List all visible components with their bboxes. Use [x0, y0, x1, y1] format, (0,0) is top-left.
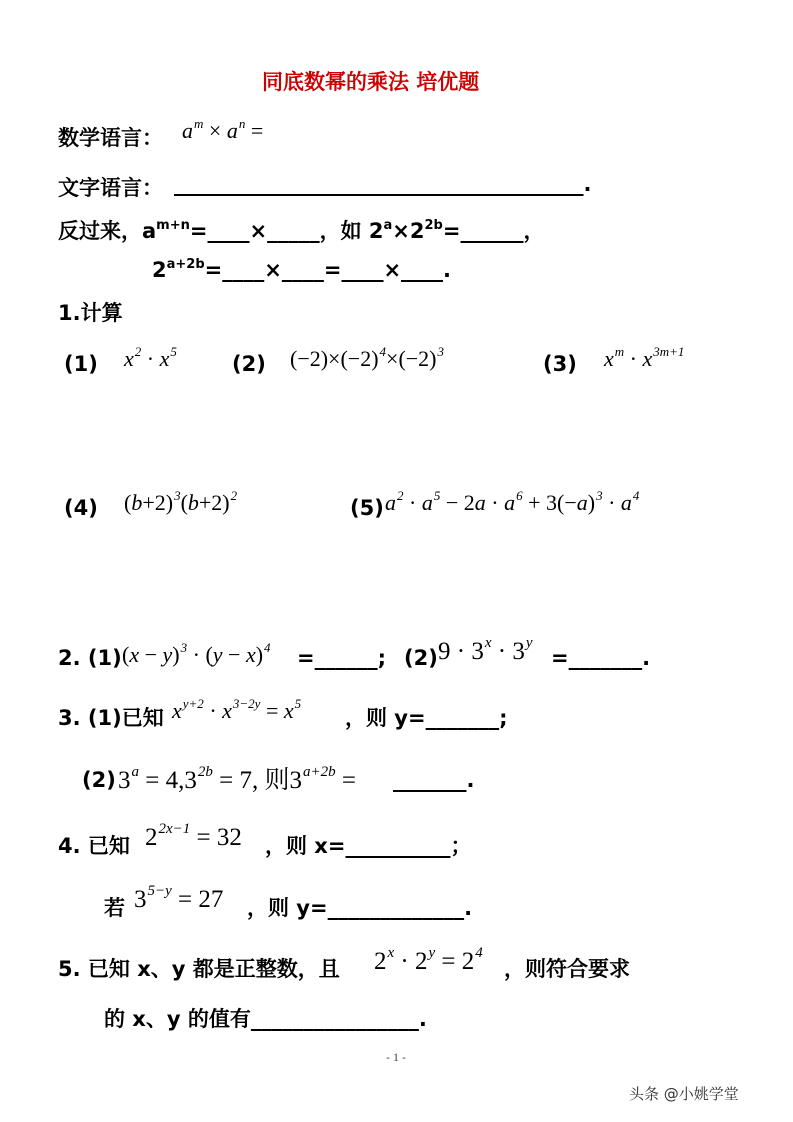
reverse-text-b: =____×_____，如 2 [189, 219, 384, 243]
q1-part2-expression: $(-2)\times(-2)^4\times(-2)^3$ [290, 344, 444, 371]
text-language-label: 文字语言： [58, 176, 163, 200]
reverse-line-1 [58, 215, 544, 245]
reverse-text-d: =______， [442, 219, 545, 243]
q1-part3-label: (3) [543, 352, 577, 376]
q4-expression-1: $2^{2x-1} = 32$ [145, 821, 242, 851]
math-language-label: 数学语言： [58, 126, 163, 150]
q1-part5-label: (5) [350, 496, 384, 520]
reverse-line-2 [152, 258, 451, 282]
question-4-label: 4. 已知 [58, 834, 130, 858]
page-number: - 1 - [386, 1050, 406, 1064]
q3-expression-1: $x^{y+2} \cdot x^{3-2y} = x^5$ [172, 696, 302, 723]
question-1-heading: 1.计算 [58, 301, 123, 325]
q2-label-2: (2) [404, 646, 438, 670]
q3-tail-2: _______. [393, 768, 475, 792]
q1-part1-label: (1) [64, 352, 98, 376]
question-2-label: 2. (1) [58, 646, 122, 670]
reverse2-text-a: 2 [152, 258, 167, 282]
q1-part4-label: (4) [64, 496, 98, 520]
q1-part5-expression: $a^2 \cdot a^5 - 2a \cdot a^6 + 3(-a)^3 \cdot a^4$ [385, 488, 640, 515]
question-5-line-1: 5. 已知 x、y 都是正整数，且 [58, 957, 340, 981]
q4-tail-1: ，则 x=__________； [265, 834, 472, 858]
q1-part2-label: (2) [232, 352, 266, 376]
q1-part1-expression: $x^2 \cdot x^5$ [124, 344, 177, 371]
q1-part4-expression: $(b+2)^3(b+2)^2$ [124, 488, 238, 515]
reverse-text-a: 反过来，a [58, 219, 157, 243]
q2-blank-1: =______; [297, 646, 386, 670]
watermark: 头条 @小姚学堂 [629, 1085, 739, 1103]
reverse2-sup: a+2b [166, 257, 205, 272]
q2-expression-2: 9 · 3$^x$ · 3$^y$ [438, 635, 533, 665]
reverse-text-c: ×2 [392, 219, 425, 243]
reverse-sup-2: a [383, 218, 393, 233]
q1-part3-expression: $x^m \cdot x^{3m+1}$ [604, 344, 685, 371]
q5-line-1-tail: ，则符合要求 [504, 957, 630, 981]
q3-tail-1: ，则 y=_______; [345, 706, 508, 730]
q2-blank-2: =_______. [551, 646, 651, 670]
reverse-sup-1: m+n [156, 218, 190, 233]
q4-tail-2: ，则 y=_____________. [247, 896, 473, 920]
q3-label-2: (2) [82, 768, 116, 792]
page-title: 同底数幂的乘法 培优题 [262, 70, 480, 94]
math-language-expression: $a^m \times a^n$ = [182, 116, 264, 143]
reverse-sup-3: 2b [424, 218, 443, 233]
reverse2-text-b: =____×____=____×____. [204, 258, 452, 282]
q2-expression-1: $(x - y)^3 \cdot (y - x)^4$ [122, 640, 271, 667]
q4-expression-2: $3^{5-y} = 27$ [134, 883, 224, 913]
q4-label-2: 若 [104, 896, 125, 920]
question-3-label: 3. (1)已知 [58, 706, 164, 730]
question-5-line-2: 的 x、y 的值有________________. [104, 1007, 427, 1031]
q5-expression: $2^x \cdot 2^y = 2^4$ [374, 945, 483, 975]
text-language-blank: _______________________________________. [174, 172, 592, 196]
q3-expression-2: $3^a = 4,3^{2b} = 7$, 则$3^{a+2b}$ = [118, 764, 356, 794]
